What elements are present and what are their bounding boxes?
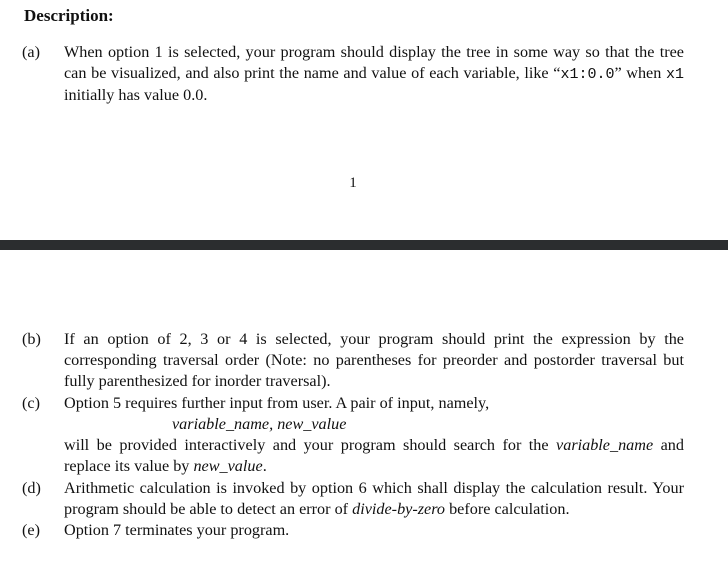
divide-by-zero-term: divide-by-zero [352,500,446,518]
item-text: If an option of 2, 3 or 4 is selected, your program should print the expression by the corresponding traversal order (Note: no parentheses for preorder and postorder traversal but fully parenthesized for inorder traversal). [64,330,684,390]
item-marker: (c) [22,394,40,412]
item-marker: (e) [22,521,40,539]
variable-name-term: variable_name [556,436,654,454]
list-item-a [22,42,684,191]
code-sample: x1:0.0 [560,66,615,83]
item-marker: (b) [22,330,41,348]
page-break-bar [0,240,728,250]
section-heading: Description: [24,6,114,25]
list-item-b [22,329,684,392]
item-text: Option 7 terminates your program. [64,521,290,539]
code-variable: x1 [665,66,684,83]
list-item-d [22,478,684,520]
list-item-e [22,520,684,541]
new-value-term: new_value [193,457,263,475]
item-marker: (a) [22,43,40,61]
list-item-c [22,393,684,477]
item-text: Option 5 requires further input from user. A pair of input, namely, variable_name, new_value will be provided interactively and your program should search for the variable_name and replace its value by new_value. [64,394,684,475]
item-text: When option 1 is selected, your program should display the tree in some way so that the tree can be visualized, and also print the name and value of each variable, like “x1:0.0” when x1 initially has value 0.0. [64,43,684,104]
input-pair: variable_name, new_value [172,415,347,433]
item-marker: (d) [22,479,41,497]
item-text: Arithmetic calculation is invoked by option 6 which shall display the calculation result. Your program should be able to detect an error of divide-by-zero before calculation. [64,479,684,518]
page-number: 1 [349,175,357,191]
